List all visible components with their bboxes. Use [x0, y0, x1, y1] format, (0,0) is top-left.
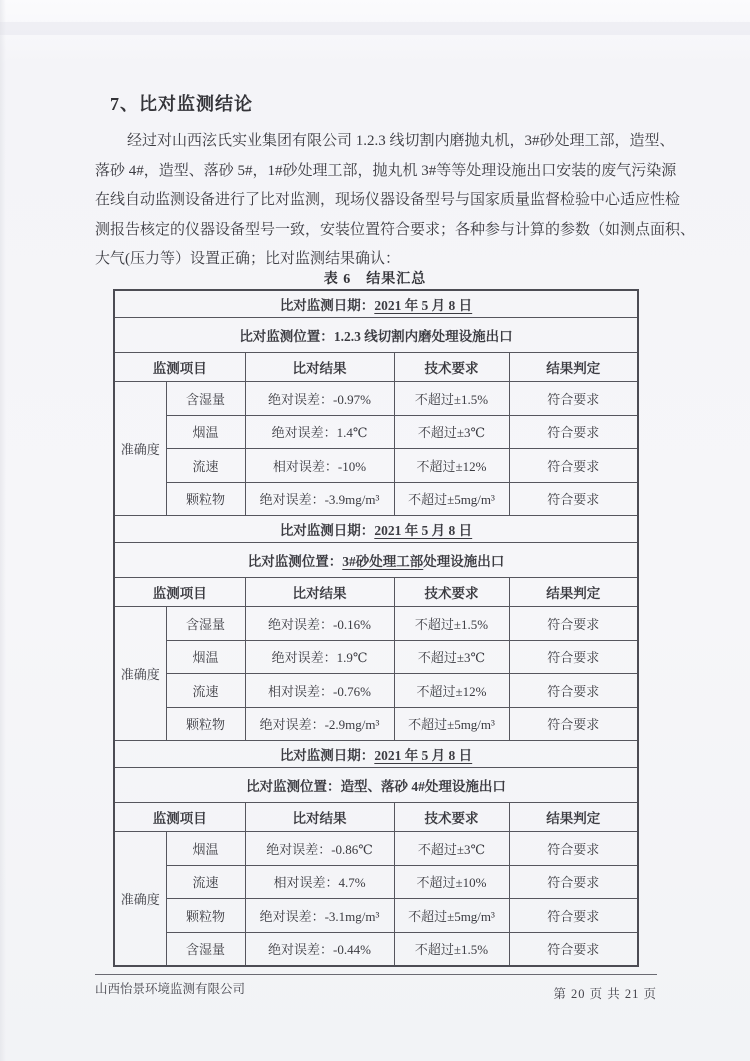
location-value: 1.2.3 线切割内磨处理设施出口 [333, 329, 513, 344]
cell-judgement: 符合要求 [509, 865, 638, 899]
section-heading: 7、比对监测结论 [110, 94, 253, 114]
table-row [114, 707, 638, 741]
paragraph-line: 大气(压力等）设置正确；比对监测结果确认： [95, 251, 400, 267]
cell-result: 绝对误差：-0.44% [245, 932, 394, 966]
cell-requirement: 不超过±12% [394, 449, 509, 483]
monitoring-date-row [114, 516, 638, 543]
location-label: 比对监测位置： [239, 329, 334, 344]
footer-divider [95, 974, 657, 975]
cell-item: 烟温 [166, 832, 245, 866]
cell-result: 相对误差：-10% [245, 449, 394, 483]
group-cell-accuracy: 准确度 [114, 382, 166, 516]
date-label: 比对监测日期： [279, 748, 375, 763]
col-header-judgement: 结果判定 [509, 353, 638, 382]
table-row [114, 674, 638, 708]
monitoring-location-row [114, 543, 638, 578]
cell-requirement: 不超过±1.5% [394, 607, 509, 641]
cell-item: 流速 [166, 865, 245, 899]
cell-result: 相对误差：-0.76% [245, 674, 394, 708]
cell-requirement: 不超过±1.5% [394, 382, 509, 416]
cell-item: 颗粒物 [166, 707, 245, 741]
col-header-result: 比对结果 [245, 353, 394, 382]
col-header-result: 比对结果 [245, 578, 394, 607]
cell-judgement: 符合要求 [509, 932, 638, 966]
monitoring-location-cell [114, 768, 638, 803]
location-value: 处理设施出口 [423, 554, 505, 569]
monitoring-date-row [114, 741, 638, 768]
cell-requirement: 不超过±3℃ [394, 415, 509, 449]
cell-judgement: 符合要求 [509, 382, 638, 416]
cell-item: 烟温 [166, 415, 245, 449]
cell-result: 绝对误差：-0.16% [245, 607, 394, 641]
cell-item: 含湿量 [166, 932, 245, 966]
col-header-result: 比对结果 [245, 803, 394, 832]
cell-result: 绝对误差：-0.86℃ [245, 832, 394, 866]
monitoring-location-row [114, 768, 638, 803]
table-row [114, 449, 638, 483]
cell-result: 相对误差：4.7% [245, 865, 394, 899]
conclusion-paragraph [95, 127, 696, 275]
cell-judgement: 符合要求 [509, 415, 638, 449]
monitoring-location-row [114, 318, 638, 353]
cell-item: 流速 [166, 674, 245, 708]
monitoring-location-cell [114, 543, 638, 578]
location-label: 比对监测位置： [246, 779, 341, 794]
paragraph-line: 在线自动监测设备进行了比对监测，现场仪器设备型号与国家质量监督检验中心适应性检 [95, 192, 681, 208]
monitoring-date-cell [114, 290, 638, 318]
column-header-row [114, 578, 638, 607]
cell-judgement: 符合要求 [509, 482, 638, 516]
cell-requirement: 不超过±5mg/m³ [394, 707, 509, 741]
table-row [114, 640, 638, 674]
table-row [114, 415, 638, 449]
scan-artifact-band [0, 22, 750, 35]
cell-judgement: 符合要求 [509, 674, 638, 708]
table-caption: 表 6 结果汇总 [323, 272, 427, 287]
cell-item: 含湿量 [166, 607, 245, 641]
footer-page-number: 第 20 页 共 21 页 [553, 987, 657, 1001]
table-row [114, 932, 638, 966]
cell-judgement: 符合要求 [509, 707, 638, 741]
cell-item: 颗粒物 [166, 482, 245, 516]
date-value: 2021 年 5 月 8 日 [374, 523, 473, 538]
cell-judgement: 符合要求 [509, 832, 638, 866]
cell-requirement: 不超过±12% [394, 674, 509, 708]
col-header-judgement: 结果判定 [509, 578, 638, 607]
col-header-requirement: 技术要求 [394, 353, 509, 382]
date-value: 2021 年 5 月 8 日 [374, 748, 473, 763]
location-underlined: 3#砂处理工部 [342, 554, 424, 569]
table-row [114, 865, 638, 899]
page-footer [95, 979, 657, 1002]
table-row [114, 382, 638, 416]
cell-requirement: 不超过±3℃ [394, 640, 509, 674]
cell-judgement: 符合要求 [509, 607, 638, 641]
col-header-item: 监测项目 [114, 353, 245, 382]
date-label: 比对监测日期： [279, 523, 375, 538]
footer-company-name: 山西怡景环境监测有限公司 [95, 982, 246, 996]
paragraph-line: 经过对山西泫氏实业集团有限公司 1.2.3 线切割内磨抛丸机，3#砂处理工部，造型、 [127, 133, 675, 149]
monitoring-date-cell [114, 516, 638, 543]
col-header-requirement: 技术要求 [394, 578, 509, 607]
paragraph-line: 测报告核定的仪器设备型号一致，安装位置符合要求；各种参与计算的参数（如测点面积、 [95, 221, 696, 238]
scan-edge-shadow [0, 0, 6, 1061]
cell-item: 含湿量 [166, 382, 245, 416]
group-cell-accuracy: 准确度 [114, 607, 166, 741]
cell-requirement: 不超过±5mg/m³ [394, 482, 509, 516]
cell-item: 颗粒物 [166, 899, 245, 933]
location-value: 造型、落砂 4#处理设施出口 [340, 779, 506, 794]
location-label: 比对监测位置： [247, 554, 343, 569]
col-header-item: 监测项目 [114, 803, 245, 832]
cell-item: 流速 [166, 449, 245, 483]
monitoring-location-cell [114, 318, 638, 353]
cell-judgement: 符合要求 [509, 899, 638, 933]
monitoring-date-cell [114, 741, 638, 768]
cell-judgement: 符合要求 [509, 640, 638, 674]
cell-result: 绝对误差：-2.9mg/m³ [245, 707, 394, 741]
results-summary-table [113, 289, 639, 967]
cell-requirement: 不超过±10% [394, 865, 509, 899]
cell-requirement: 不超过±3℃ [394, 832, 509, 866]
col-header-requirement: 技术要求 [394, 803, 509, 832]
column-header-row [114, 803, 638, 832]
cell-requirement: 不超过±5mg/m³ [394, 899, 509, 933]
date-label: 比对监测日期： [279, 298, 375, 313]
paragraph-line: 落砂 4#，造型、落砂 5#，1#砂处理工部，抛丸机 3#等等处理设施出口安装的废气污染源 [95, 162, 677, 179]
cell-result: 绝对误差：-3.9mg/m³ [245, 482, 394, 516]
col-header-judgement: 结果判定 [509, 803, 638, 832]
group-cell-accuracy: 准确度 [114, 832, 166, 967]
cell-result: 绝对误差：-3.1mg/m³ [245, 899, 394, 933]
cell-judgement: 符合要求 [509, 449, 638, 483]
cell-result: 绝对误差：1.4℃ [245, 415, 394, 449]
column-header-row [114, 353, 638, 382]
col-header-item: 监测项目 [114, 578, 245, 607]
table-row [114, 899, 638, 933]
cell-result: 绝对误差：-0.97% [245, 382, 394, 416]
cell-result: 绝对误差：1.9℃ [245, 640, 394, 674]
table-row [114, 607, 638, 641]
cell-requirement: 不超过±1.5% [394, 932, 509, 966]
table-row [114, 832, 638, 866]
monitoring-date-row [114, 290, 638, 318]
cell-item: 烟温 [166, 640, 245, 674]
table-row [114, 482, 638, 516]
date-value: 2021 年 5 月 8 日 [374, 298, 473, 313]
